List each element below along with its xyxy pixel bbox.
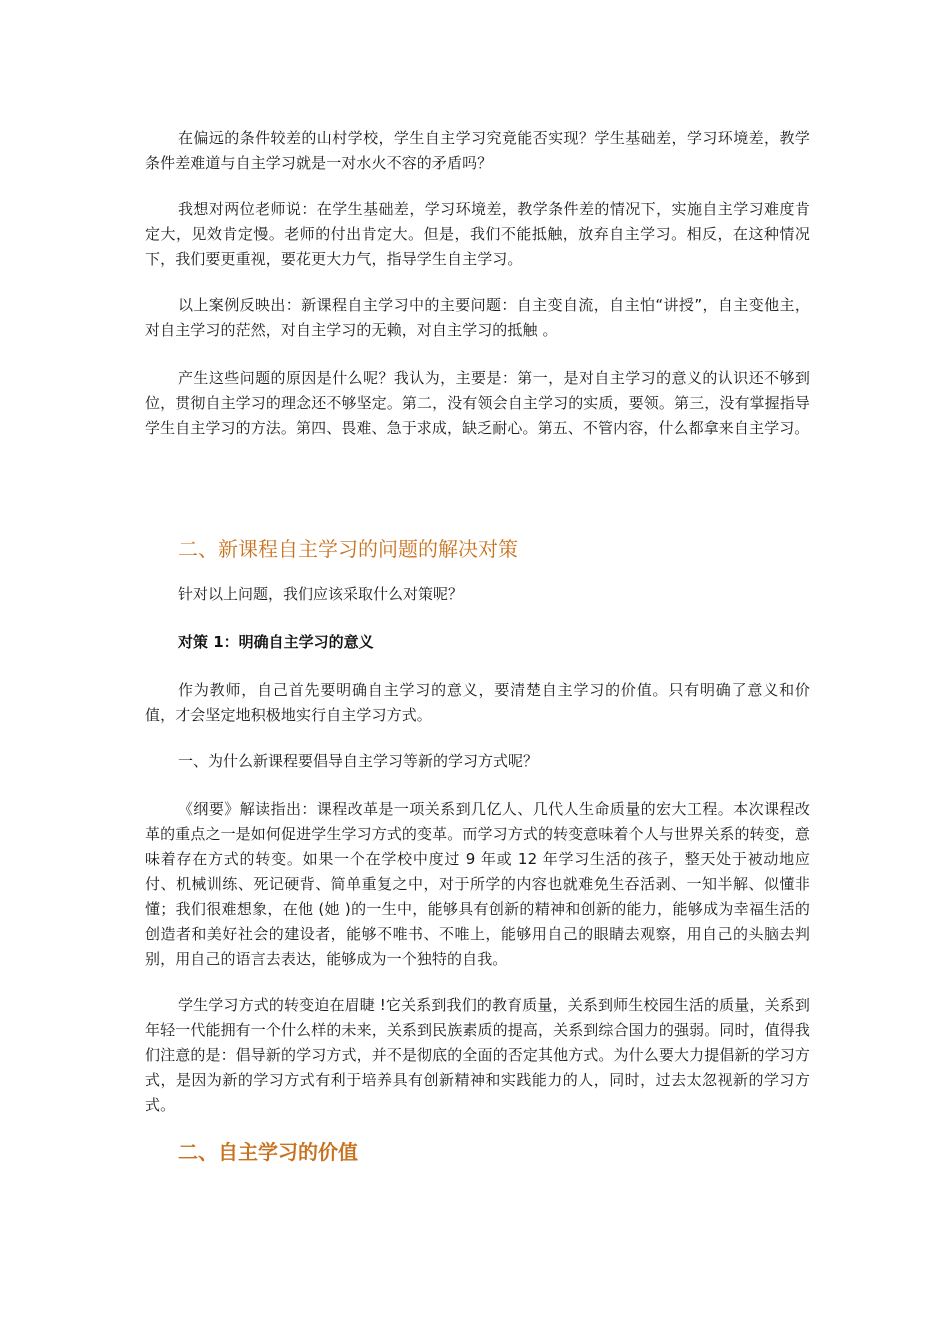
paragraph-outline-interpretation: 《纲要》解读指出：课程改革是一项关系到几亿人、几代人生命质量的宏大工程。本次课程改革的重点之一是如何促进学生学习方式的变革。而学习方式的转变意味着个人与世界关系的转变，意味着存在方式的转变。如果一个在学校中度过 9 年或 12 年学习生活的孩子，整天处于被动地应付、机械训练、死记硬背、简单重复之中，对于所学的内容也就难免生吞活剥、一知半解、似懂非懂；我们很难想象，在他 (她 )的一生中，能够具有创新的精神和创新的能力，能够成为幸福生活的创造者和美好社会的建设者，能够不唯书、不唯上，能够用自己的眼睛去观察，用自己的头脑去判别，用自己的语言去表达，能够成为一个独特的自我。 <box>145 800 810 968</box>
question-why-new-learning: 一、为什么新课程要倡导自主学习等新的学习方式呢？ <box>178 752 539 770</box>
paragraph-teacher-response: 我想对两位老师说：在学生基础差，学习环境差，教学条件差的情况下，实施自主学习难度肯定大，见效肯定慢。老师的付出肯定大。但是，我们不能抵触，放弃自主学习。相反，在这种情况下，我们要更重视，要花更大力气，指导学生自主学习。 <box>145 200 810 268</box>
paragraph-main-problems: 以上案例反映出：新课程自主学习中的主要问题：自主变自流，自主怕“讲授”，自主变他主，对自主学习的茫然，对自主学习的无赖，对自主学习的抵触 。 <box>145 296 810 339</box>
strategy-1-heading: 对策 1：明确自主学习的意义 <box>178 633 374 651</box>
paragraph-strategy-question: 针对以上问题，我们应该采取什么对策呢？ <box>178 585 464 603</box>
paragraph-problem-causes: 产生这些问题的原因是什么呢？我认为，主要是：第一，是对自主学习的意义的认识还不够到位，贯彻自主学习的理念还不够坚定。第二，没有领会自主学习的实质，要领。第三，没有掌握指导学生自主学习的方法。第四、畏难、急于求成，缺乏耐心。第五、不管内容，什么都拿来自主学习。 <box>145 369 810 437</box>
section-heading-solutions: 二、新课程自主学习的问题的解决对策 <box>178 537 518 561</box>
paragraph-rural-school-question: 在偏远的条件较差的山村学校，学生自主学习究竟能否实现？学生基础差，学习环境差，教学条件差难道与自主学习就是一对水火不容的矛盾吗？ <box>145 129 810 172</box>
section-heading-value: 二、自主学习的价值 <box>178 1140 358 1164</box>
paragraph-urgent-transformation: 学生学习方式的转变迫在眉睫 !它关系到我们的教育质量，关系到师生校园生活的质量，关系到年轻一代能拥有一个什么样的未来，关系到民族素质的提高，关系到综合国力的强弱。同时，值得我们注意的是：倡导新的学习方式，并不是彻底的全面的否定其他方式。为什么要大力提倡新的学习方式，是因为新的学习方式有利于培养具有创新精神和实践能力的人，同时，过去太忽视新的学习方式。 <box>145 996 810 1114</box>
paragraph-teacher-clarity: 作为教师，自己首先要明确自主学习的意义，要清楚自主学习的价值。只有明确了意义和价值，才会坚定地积极地实行自主学习方式。 <box>145 681 810 724</box>
